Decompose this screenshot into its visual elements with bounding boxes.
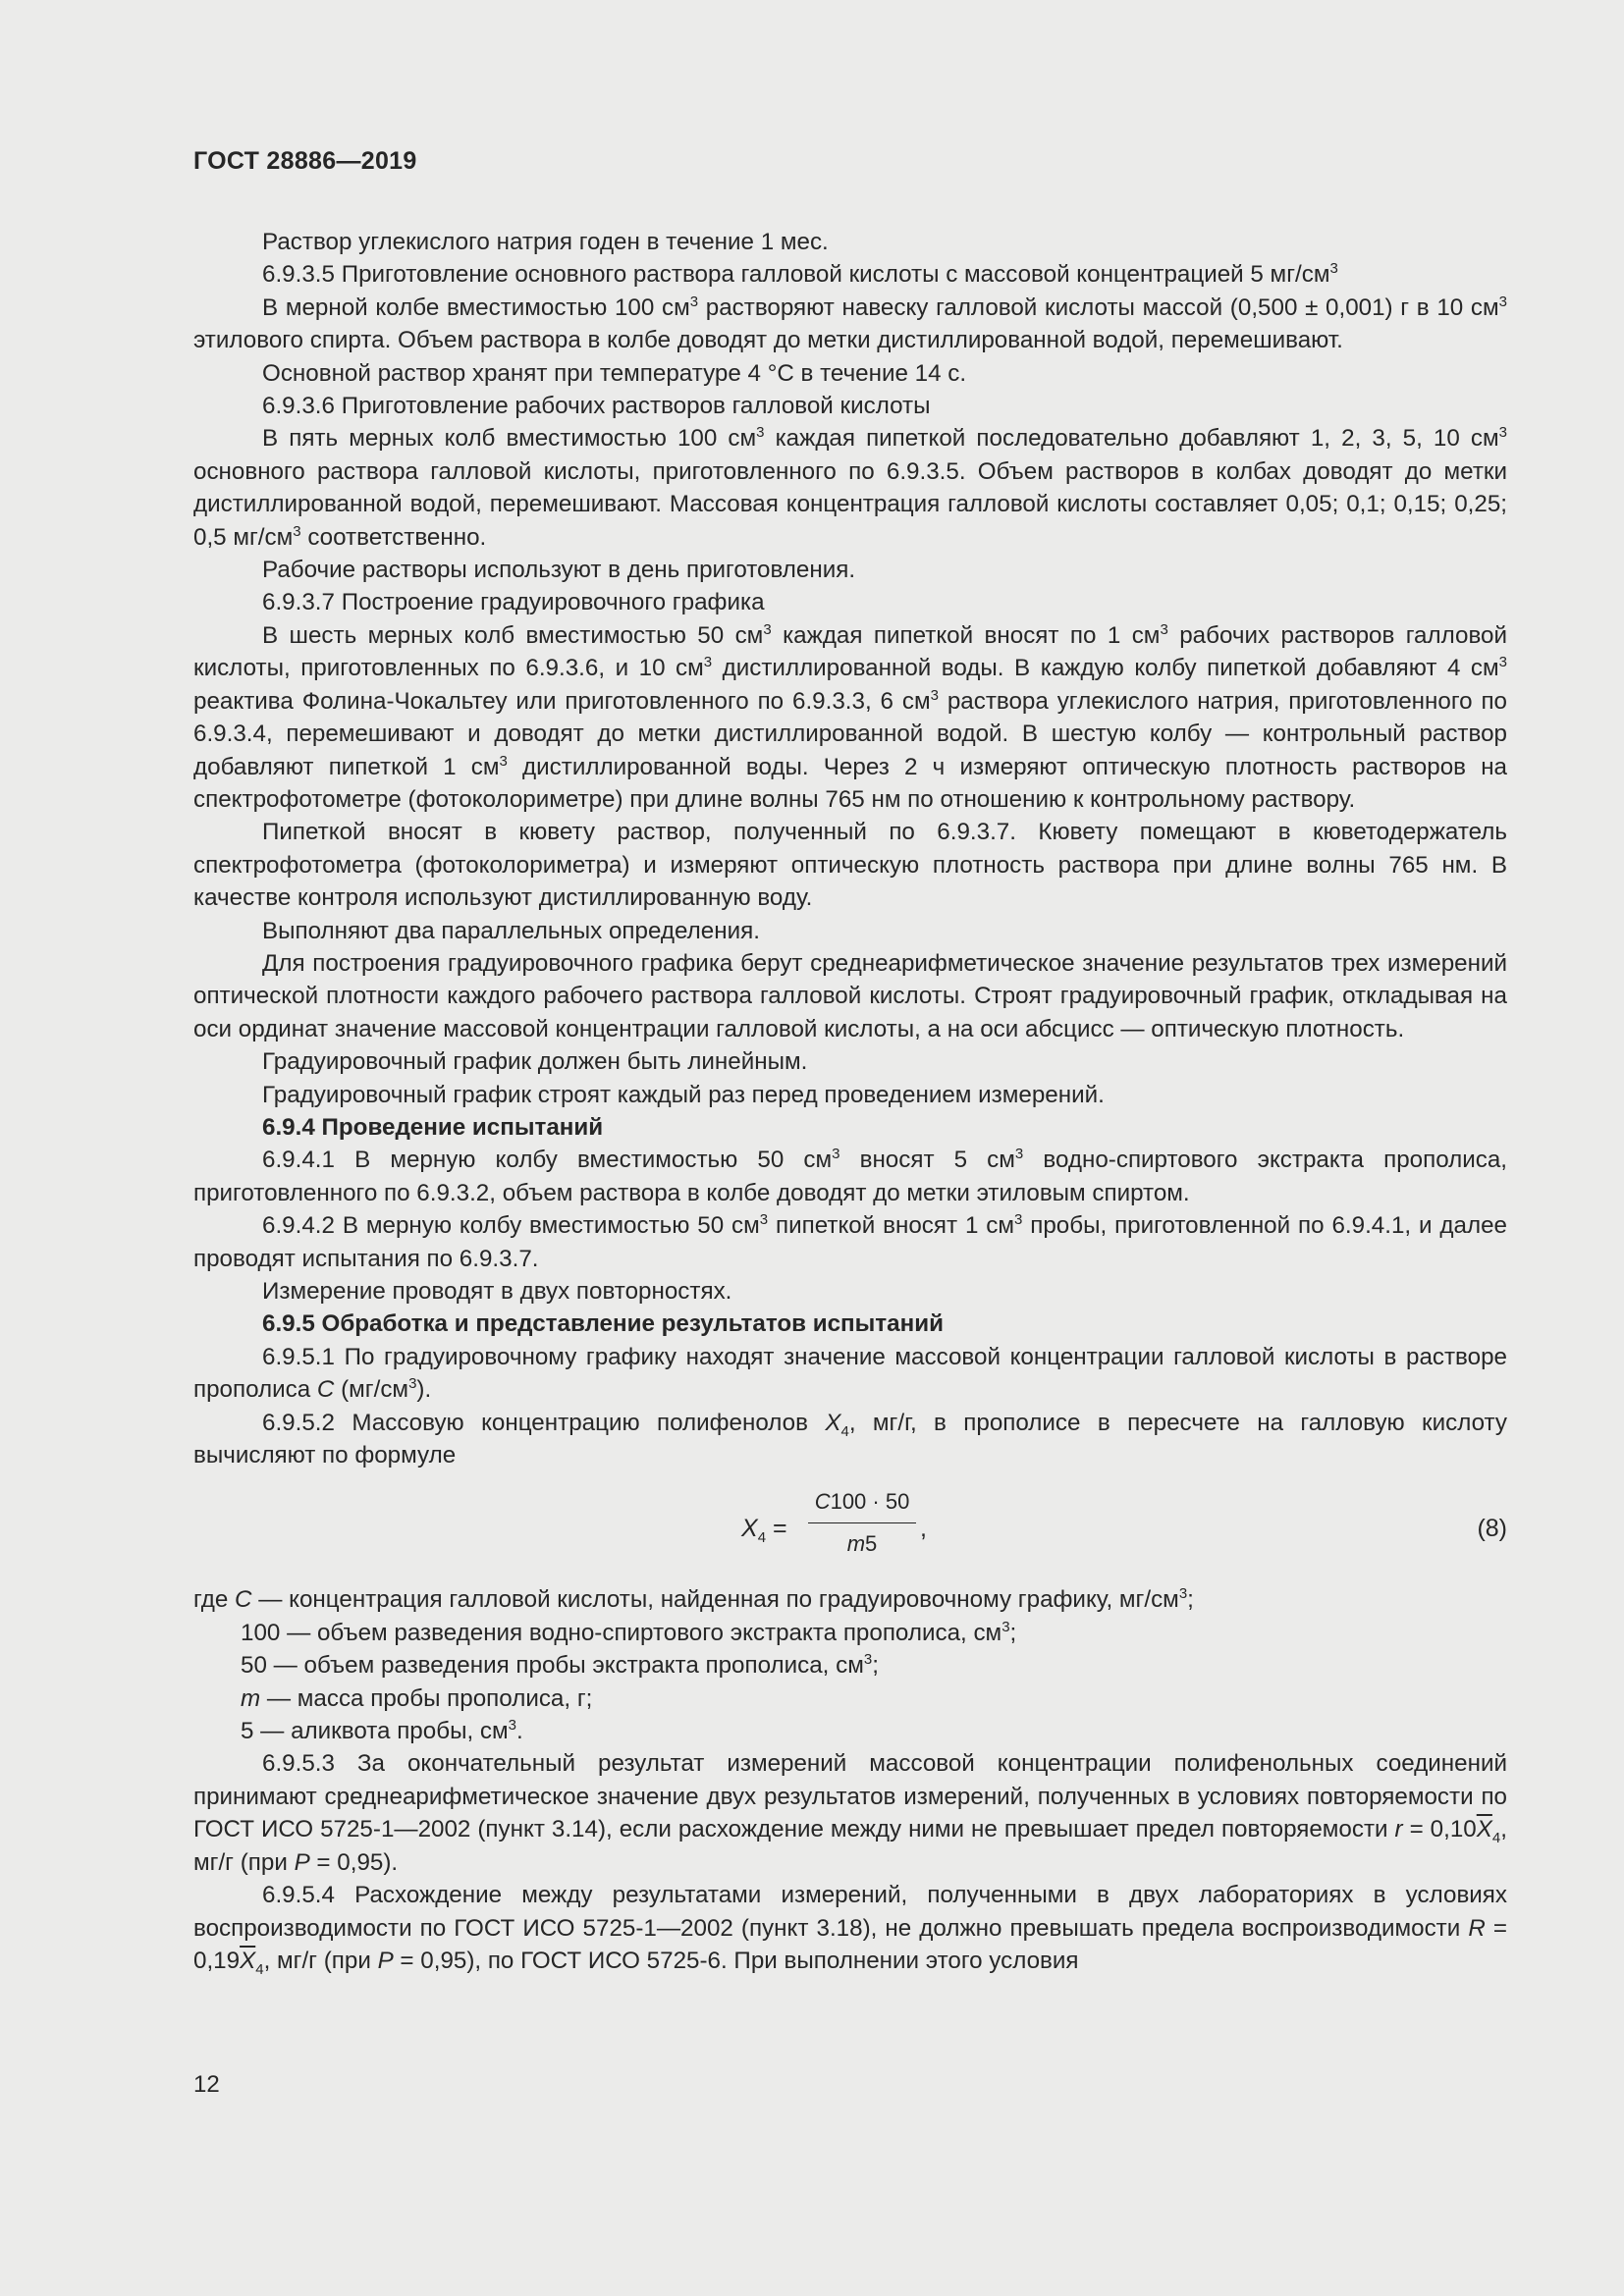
paragraph: Измерение проводят в двух повторностях. xyxy=(262,1278,732,1305)
paragraph: Рабочие растворы используют в день приготовления. xyxy=(262,557,856,584)
document-body xyxy=(193,226,1507,1977)
formula-comma: , xyxy=(920,1515,927,1543)
definition-line: m — масса пробы прополиса, г; xyxy=(241,1684,593,1712)
paragraph: Пипеткой вносят в кювету раствор, полученный по 6.9.3.7. Кювету помещают в кюветодержатель спектрофотометра (фотоколориметра) и измеряют оптическую плотность раствора при длине волны 765 нм. В качестве контроля используют дистиллированную воду. xyxy=(193,819,1507,912)
section-heading: 6.9.5 Обработка и представление результатов испытаний xyxy=(262,1310,944,1338)
paragraph: Основной раствор хранят при температуре 4 °С в течение 14 с. xyxy=(262,359,967,387)
definition-line: где C — концентрация галловой кислоты, найденная по градуировочному графику, $мг/см^3$; xyxy=(193,1585,1194,1614)
paragraph: Выполняют два параллельных определения. xyxy=(262,917,760,944)
paragraph: 6.9.3.7 Построение градуировочного графика xyxy=(262,589,765,616)
paragraph: 6.9.5.2 Массовую концентрацию полифенолов $X_4$, мг/г, в прополисе в пересчете на галловую кислоту вычисляют по формуле xyxy=(193,1409,1507,1469)
paragraph: 6.9.3.6 Приготовление рабочих растворов галловой кислоты xyxy=(262,393,931,420)
definition-line: 50 — объем разведения пробы экстракта прополиса, $см^3$; xyxy=(241,1651,879,1680)
formula-number: (8) xyxy=(1477,1515,1507,1543)
paragraph: В пять мерных колб вместимостью 100 $см^3$ каждая пипеткой последовательно добавляют 1, 2, 3, 5, 10 $см^3$ основного раствора галловой кислоты, приготовленного по 6.9.3.5. Объем растворов в колбах доводят до метки дистиллированной водой, перемешивают. Массовая концентрация галловой кислоты составляет 0,05; 0,1; 0,15; 0,25; 0,5 $мг/см^3$ соответственно. xyxy=(193,424,1507,551)
paragraph: Для построения градуировочного графика берут среднеарифметическое значение результатов трех измерений оптической плотности каждого рабочего раствора галловой кислоты. Строят градуировочный график, откладывая на оси ординат значение массовой концентрации галловой кислоты, а на оси абсцисс — оптическую плотность. xyxy=(193,949,1507,1042)
definition-line: 5 — аликвота пробы, $см^3$. xyxy=(241,1717,523,1745)
document-header: ГОСТ 28886—2019 xyxy=(193,147,417,175)
paragraph: Градуировочный график должен быть линейным. xyxy=(262,1048,808,1076)
paragraph: 6.9.5.4 Расхождение между результатами измерений, полученными в двух лабораториях в условиях воспроизводимости по ГОСТ ИСО 5725-1—2002 (пункт 3.18), не должно превышать предела воспроизводимости $R = 0,19\overline{X}_4$, мг/г (при P = 0,95), по ГОСТ ИСО 5725-6. При выполнении этого условия xyxy=(193,1882,1507,1978)
section-heading: 6.9.4 Проведение испытаний xyxy=(262,1113,604,1141)
page-number: 12 xyxy=(193,2071,220,2098)
paragraph: 6.9.4.1 В мерную колбу вместимостью 50 $см^3$ вносят 5 $см^3$ водно-спиртового экстракта прополиса, приготовленного по 6.9.3.2, объем раствора в колбе доводят до метки этиловым спиртом. xyxy=(193,1146,1508,1206)
paragraph: Градуировочный график строят каждый раз перед проведением измерений. xyxy=(262,1081,1105,1108)
formula-lhs: $X_4$ = xyxy=(741,1515,787,1547)
formula-denominator: m5 xyxy=(846,1530,878,1556)
paragraph: 6.9.5.3 За окончательный результат измерений массовой концентрации полифенольных соединений принимают среднеарифметическое значение двух результатов измерений, полученных в условиях повторяемости по ГОСТ ИСО 5725-1—2002 (пункт 3.14), если расхождение между ними не превышает предел повторяемости $r = 0,10\overline{X}_4$, мг/г (при P = 0,95). xyxy=(193,1750,1507,1876)
formula-8 xyxy=(193,1485,1507,1577)
formula-fraction xyxy=(808,1485,916,1560)
paragraph: В мерной колбе вместимостью 100 $см^3$ растворяют навеску галловой кислоты массой (0,500 ± 0,001) г в 10 $см^3$ этилового спирта. Объем раствора в колбе доводят до метки дистиллированной водой, перемешивают. xyxy=(193,293,1507,354)
definition-line: 100 — объем разведения водно-спиртового экстракта прополиса, $см^3$; xyxy=(241,1618,1017,1646)
paragraph: 6.9.5.1 По градуировочному графику находят значение массовой концентрации галловой кислоты в растворе прополиса C $(мг/см^3)$. xyxy=(193,1343,1507,1404)
paragraph: В шесть мерных колб вместимостью 50 $см^3$ каждая пипеткой вносят по 1 $см^3$ рабочих растворов галловой кислоты, приготовленных по 6.9.3.6, и 10 $см^3$ дистиллированной воды. В каждую колбу пипеткой добавляют 4 $см^3$ реактива Фолина-Чокальтеу или приготовленного по 6.9.3.3, 6 $см^3$ раствора углекислого натрия, приготовленного по 6.9.3.4, перемешивают и доводят до метки дистиллированной водой. В шестую колбу — контрольный раствор добавляют пипеткой 1 $см^3$ дистиллированной воды. Через 2 ч измеряют оптическую плотность растворов на спектрофотометре (фотоколориметре) при длине волны 765 нм по отношению к контрольному раствору. xyxy=(193,620,1508,813)
paragraph: 6.9.3.5 Приготовление основного раствора галловой кислоты с массовой концентрацией 5 $мг/см^3$ xyxy=(262,260,1338,289)
paragraph: Раствор углекислого натрия годен в течение 1 мес. xyxy=(262,229,829,255)
paragraph: 6.9.4.2 В мерную колбу вместимостью 50 $см^3$ пипеткой вносят 1 $см^3$ пробы, приготовленной по 6.9.4.1, и далее проводят испытания по 6.9.3.7. xyxy=(193,1211,1508,1272)
formula-numerator: C100 · 50 xyxy=(808,1485,916,1522)
